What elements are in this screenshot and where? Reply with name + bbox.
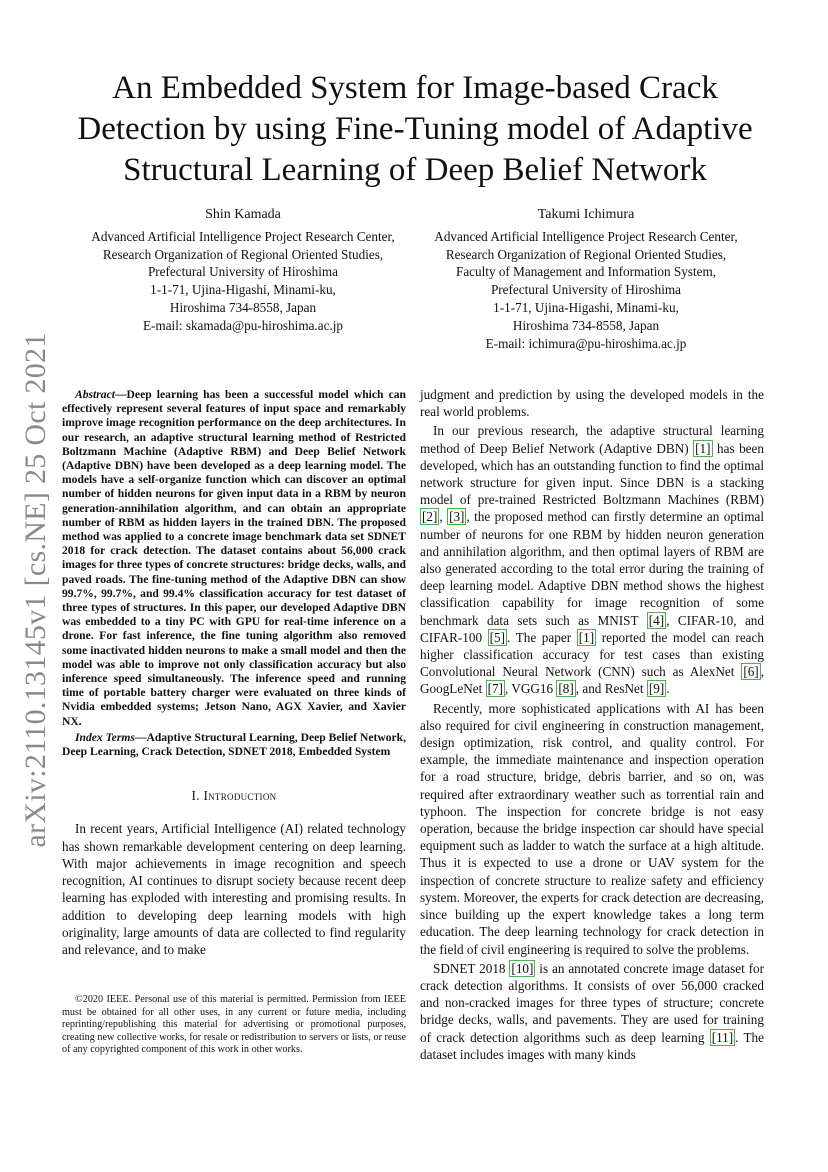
section-number: I.	[191, 788, 204, 804]
index-terms	[62, 731, 406, 759]
affiliation-line: Hiroshima 734-8558, Japan	[169, 299, 317, 315]
right-column	[420, 386, 764, 1063]
paragraph-sdnet	[420, 960, 764, 1063]
citation-link[interactable]: [3]	[449, 509, 465, 525]
section-heading-introduction	[62, 787, 406, 804]
abstract	[62, 388, 406, 729]
affiliation-line: Prefectural University of Hiroshima	[147, 264, 339, 280]
affiliation-line: Advanced Artificial Intelligence Project Research Center,	[91, 228, 395, 244]
affiliation-line: 1-1-71, Ujina-Higashi, Minami-ku,	[150, 282, 336, 298]
title-line-1: An Embedded System for Image-based Crack	[112, 70, 718, 106]
citation-link[interactable]: [10]	[511, 960, 534, 976]
title-line-2: Detection by using Fine-Tuning model of Adaptive	[77, 111, 753, 147]
title-line-3: Structural Learning of Deep Belief Network	[123, 152, 707, 188]
index-terms-text: —Adaptive Structural Learning, Deep Belief Network, Deep Learning, Crack Detection, SDNET 2018, Embedded System	[62, 730, 406, 759]
affiliation-line: Advanced Artificial Intelligence Project Research Center,	[434, 228, 738, 244]
citation-link[interactable]: [7]	[487, 681, 503, 697]
text-run: , and ResNet	[575, 681, 647, 697]
text-run: , CIFAR-10, and CIFAR-100	[420, 612, 764, 645]
paper-title	[60, 68, 770, 191]
text-run: ,	[439, 509, 448, 525]
text-run: . The dataset includes images with many kinds	[420, 1029, 765, 1062]
copyright-notice: ©2020 IEEE. Personal use of this material is permitted. Permission from IEEE must be obtained for all other uses, in any current or future media, including reprinting/republishing this material for advertising or promotional purposes, creating new collective works, for resale or redistribution to servers or lists, or reuse of any copyrighted component of this work in other works.	[62, 994, 406, 1056]
citation-link[interactable]: [11]	[711, 1029, 734, 1045]
text-run: , GoogLeNet	[420, 664, 764, 697]
text-run: is an annotated concrete image dataset for crack detection algorithms. It consists of over 56,000 cracked and non-cracked images for three types of structure; concrete bridge decks, walls, and pavements. They are used for training of crack detection algorithms such as deep learning	[420, 960, 765, 1045]
text-run: has been developed, which has an outstanding function to find the optimal network structure for given input. Since DBN is a stacking model of pre-trained Restricted Boltzmann Machines (RBM)	[420, 440, 764, 508]
affiliation-line: 1-1-71, Ujina-Higashi, Minami-ku,	[493, 299, 679, 315]
arxiv-identifier	[16, 332, 56, 848]
paragraph-civil-engineering: Recently, more sophisticated applications with AI has been also required for civil engineering in construction management, design optimization, risk control, and quality control. For example, the immediate maintenance and inspection operation for a road structure, bridge, debris barrier, and so on, was required after extraordinary weather such as torrential rain and typhoon. The inspection for concrete bridge is not easy operation, because the bridge inspection car should have special equipment such as ladder to watch the surface at a high altitude. Thus it is expected to use a drone or UAV system for the inspection of concrete structure to realize safety and efficiency system. Moreover, the experts for crack detection are decreasing, since building up the expert knowledge takes a long term education. The deep learning technology for crack detection in the field of civil engineering is required to solve the problems.	[420, 700, 764, 957]
text-run: SDNET 2018	[433, 960, 510, 976]
citation-link[interactable]: [4]	[648, 612, 665, 628]
intro-paragraph: In recent years, Artificial Intelligence (AI) related technology has shown remarkable development centering on deep learning. With major achievements in image recognition and speech recognition, AI continues to disrupt society because recent deep learning has exploded with interesting and promising results. In addition to developing deep learning models with high originality, large amounts of data are collected to find regularity and relevance, and to make	[62, 821, 406, 957]
author-block-1	[80, 206, 406, 335]
text-run: , VGG16	[504, 681, 557, 697]
citation-link[interactable]: [8]	[558, 681, 574, 697]
citation-link[interactable]: [6]	[743, 664, 759, 680]
citation-link[interactable]: [9]	[648, 681, 665, 697]
affiliation-line: Research Organization of Regional Oriented Studies,	[102, 246, 384, 262]
author-name: Takumi Ichimura	[537, 207, 635, 222]
citation-link[interactable]: [1]	[695, 440, 711, 456]
author-block-2	[420, 206, 752, 352]
author-email[interactable]: E-mail: ichimura@pu-hiroshima.ac.jp	[485, 335, 687, 351]
text-run: . The paper	[507, 629, 577, 645]
affiliation-line: Prefectural University of Hiroshima	[490, 282, 682, 298]
citation-link[interactable]: [5]	[489, 629, 506, 645]
text-run: reported the model can reach higher classification accuracy for test cases than existing Convolutional Neural Network (CNN) such as AlexNet	[420, 629, 764, 680]
arxiv-id-text[interactable]: arXiv:2110.13145v1 [cs.NE] 25 Oct 2021	[19, 332, 52, 848]
paragraph-previous-research	[420, 422, 764, 697]
text-run: .	[666, 681, 670, 697]
text-run: In our previous research, the adaptive structural learning method of Deep Belief Network (Adaptive DBN)	[420, 423, 764, 456]
affiliation-line: Research Organization of Regional Oriented Studies,	[445, 246, 727, 262]
author-email[interactable]: E-mail: skamada@pu-hiroshima.ac.jp	[142, 317, 343, 333]
abstract-text: —Deep learning has been a successful model which can effectively represent several features of input space and remarkably improve image recognition performance on the deep architectures. In our research, an adaptive structural learning method of Restricted Boltzmann Machine (Adaptive RBM) and Deep Belief Network (Adaptive DBN) have been developed as a deep learning model. The models have a self-organize function which can discover an optimal number of hidden neurons for given input data in a RBM by neuron generation-annihilation algorithm, and can obtain an appropriate number of RBM as hidden layers in the trained DBN. The proposed method was applied to a concrete image benchmark data set SDNET 2018 for crack detection. The dataset contains about 56,000 crack images for three types of concrete structures: bridge decks, walls, and paved roads. The fine-tuning method of the Adaptive DBN can show 99.7%, 99.7%, and 99.4% classification accuracy for test dataset of three types of structures. In this paper, our developed Adaptive DBN was embedded to a tiny PC with GPU for real-time inference on a drone. For fast inference, the fine tuning algorithm also removed some inactivated hidden neurons to make a small model and then the model was able to improve not only classification accuracy but also inference speed simultaneously. The inference speed and running time of portable battery charger were evaluated on three kinds of Nvidia embedded systems; Jetson Nano, AGX Xavier, and Xavier NX.	[62, 388, 406, 728]
text-run: , the proposed method can firstly determine an optimal number of neurons for one RBM by hidden neuron generation and annihilation algorithm, and then optimal layers of RBM are also generated according to the total error during the training of deep learning model. Adaptive DBN method shows the highest classification capability for image recognition of some benchmark data sets such as MNIST	[420, 509, 764, 628]
abstract-label: Abstract	[75, 388, 115, 401]
author-name: Shin Kamada	[205, 207, 281, 222]
left-column	[62, 388, 406, 958]
citation-link[interactable]: [1]	[578, 629, 595, 645]
continued-paragraph: judgment and prediction by using the developed models in the real world problems.	[420, 387, 764, 420]
index-terms-label: Index Terms	[75, 730, 135, 744]
citation-link[interactable]: [2]	[422, 509, 438, 525]
affiliation-line: Faculty of Management and Information System,	[455, 264, 717, 280]
section-title: Introduction	[203, 788, 277, 804]
affiliation-line: Hiroshima 734-8558, Japan	[512, 317, 660, 333]
